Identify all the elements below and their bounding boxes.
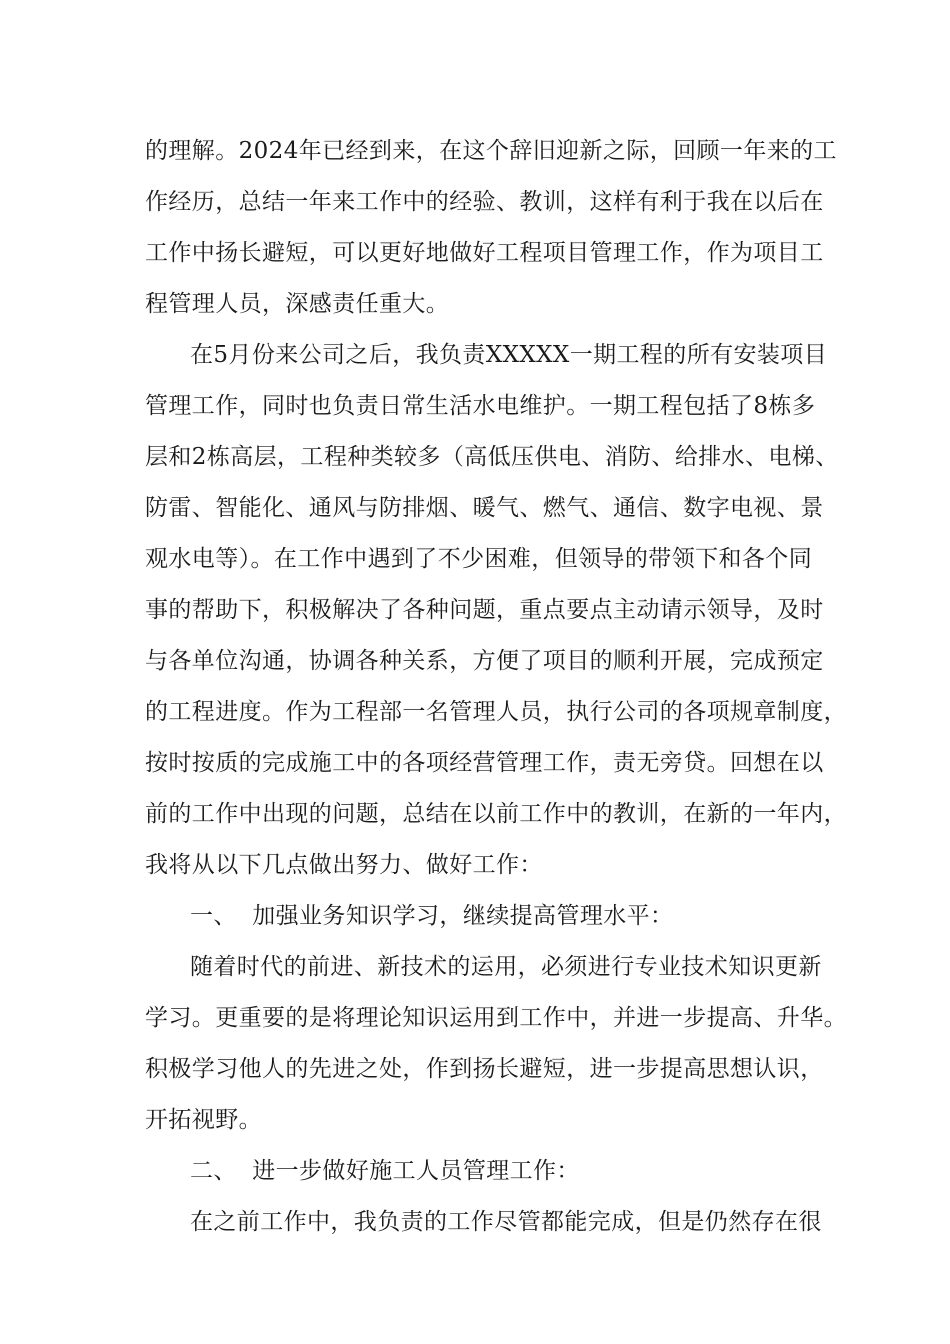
text-line: 开拓视野。: [145, 1107, 262, 1133]
text-line: 在之前工作中，我负责的工作尽管都能完成，但是仍然存在很: [190, 1209, 822, 1235]
text-line: 的工程进度。作为工程部一名管理人员，执行公司的各项规章制度，: [145, 699, 847, 725]
text-line: 与各单位沟通，协调各种关系，方便了项目的顺利开展，完成预定: [145, 648, 824, 674]
section-heading: 二、 进一步做好施工人员管理工作：: [190, 1158, 580, 1184]
text-line: 程管理人员，深感责任重大。: [145, 291, 450, 317]
text-line: 观水电等）。在工作中遇到了不少困难，但领导的带领下和各个同: [145, 546, 813, 572]
text-line: 我将从以下几点做出努力、做好工作：: [145, 852, 543, 878]
text-line: 管理工作，同时也负责日常生活水电维护。一期工程包括了8栋多: [145, 393, 816, 419]
text-line: 事的帮助下，积极解决了各种问题，重点要点主动请示领导，及时: [145, 597, 824, 623]
text-line: 前的工作中出现的问题，总结在以前工作中的教训，在新的一年内，: [145, 801, 847, 827]
text-line: 层和2栋高层，工程种类较多（高低压供电、消防、给排水、电梯、: [145, 444, 839, 470]
text-line: 积极学习他人的先进之处，作到扬长避短，进一步提高思想认识，: [145, 1056, 824, 1082]
text-line: 作经历，总结一年来工作中的经验、教训，这样有利于我在以后在: [145, 189, 824, 215]
text-line: 学习。更重要的是将理论知识运用到工作中，并进一步提高、升华。: [145, 1005, 847, 1031]
text-line: 随着时代的前进、新技术的运用，必须进行专业技术知识更新: [190, 954, 822, 980]
text-line: 在5月份来公司之后，我负责XXXXX一期工程的所有安装项目: [190, 342, 828, 368]
text-line: 按时按质的完成施工中的各项经营管理工作，责无旁贷。回想在以: [145, 750, 824, 776]
text-line: 防雷、智能化、通风与防排烟、暖气、燃气、通信、数字电视、景: [145, 495, 824, 521]
section-heading: 一、 加强业务知识学习，继续提高管理水平：: [190, 903, 674, 929]
text-line: 工作中扬长避短，可以更好地做好工程项目管理工作，作为项目工: [145, 240, 824, 266]
text-line: 的理解。2024年已经到来，在这个辞旧迎新之际，回顾一年来的工: [145, 138, 837, 164]
